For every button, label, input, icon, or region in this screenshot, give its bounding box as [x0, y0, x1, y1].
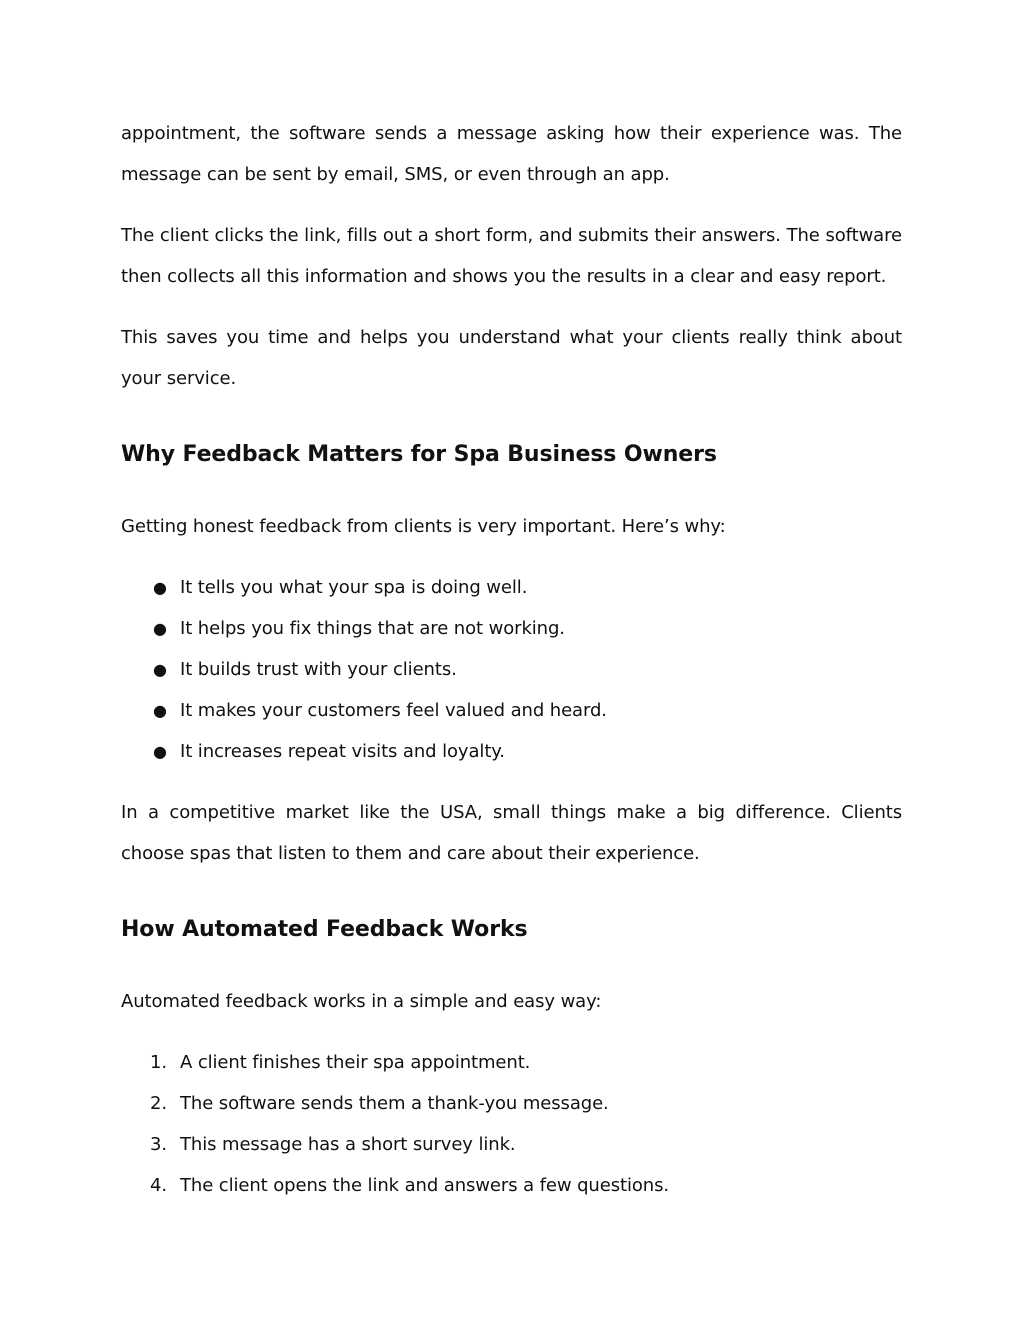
bullet-icon: ●: [153, 578, 167, 597]
list-item: [121, 567, 902, 608]
bullet-icon: ●: [153, 742, 167, 761]
list-item: [121, 1124, 902, 1165]
list-item: [121, 649, 902, 690]
step-number: 4.: [150, 1175, 167, 1196]
list-item-text: This message has a short survey link.: [180, 1134, 516, 1155]
step-number: 2.: [150, 1093, 167, 1114]
list-item-text: It builds trust with your clients.: [180, 659, 457, 680]
section-heading-why-feedback: Why Feedback Matters for Spa Business Owners: [121, 442, 717, 467]
step-number: 1.: [150, 1052, 167, 1073]
bullet-icon: ●: [153, 619, 167, 638]
list-item: [121, 1083, 902, 1124]
feedback-steps-list: [121, 1042, 902, 1206]
intro-paragraph-2: The client clicks the link, fills out a short form, and submits their answers. The software then collects all this information and shows you the results in a clear and easy report.: [121, 225, 902, 287]
intro-paragraph-3: This saves you time and helps you understand what your clients really think about your service.: [121, 327, 902, 389]
list-item-text: The client opens the link and answers a few questions.: [180, 1175, 669, 1196]
list-item: [121, 1042, 902, 1083]
list-item-text: The software sends them a thank-you message.: [180, 1093, 609, 1114]
list-item: [121, 608, 902, 649]
section-heading-how-it-works: How Automated Feedback Works: [121, 917, 528, 942]
document-page: [121, 113, 902, 1206]
list-item-text: It helps you fix things that are not working.: [180, 618, 565, 639]
feedback-benefits-list: [121, 567, 902, 772]
section1-lead: Getting honest feedback from clients is very important. Here’s why:: [121, 516, 726, 537]
list-item-text: A client finishes their spa appointment.: [180, 1052, 531, 1073]
list-item-text: It increases repeat visits and loyalty.: [180, 741, 505, 762]
section2-lead: Automated feedback works in a simple and easy way:: [121, 991, 602, 1012]
list-item: [121, 1165, 902, 1206]
list-item: [121, 731, 902, 772]
step-number: 3.: [150, 1134, 167, 1155]
list-item: [121, 690, 902, 731]
bullet-icon: ●: [153, 660, 167, 679]
section1-closing-paragraph: In a competitive market like the USA, small things make a big difference. Clients choose spas that listen to them and care about their experience.: [121, 802, 902, 864]
list-item-text: It makes your customers feel valued and heard.: [180, 700, 607, 721]
intro-paragraph-1: appointment, the software sends a message asking how their experience was. The message can be sent by email, SMS, or even through an app.: [121, 123, 902, 185]
bullet-icon: ●: [153, 701, 167, 720]
list-item-text: It tells you what your spa is doing well.: [180, 577, 528, 598]
